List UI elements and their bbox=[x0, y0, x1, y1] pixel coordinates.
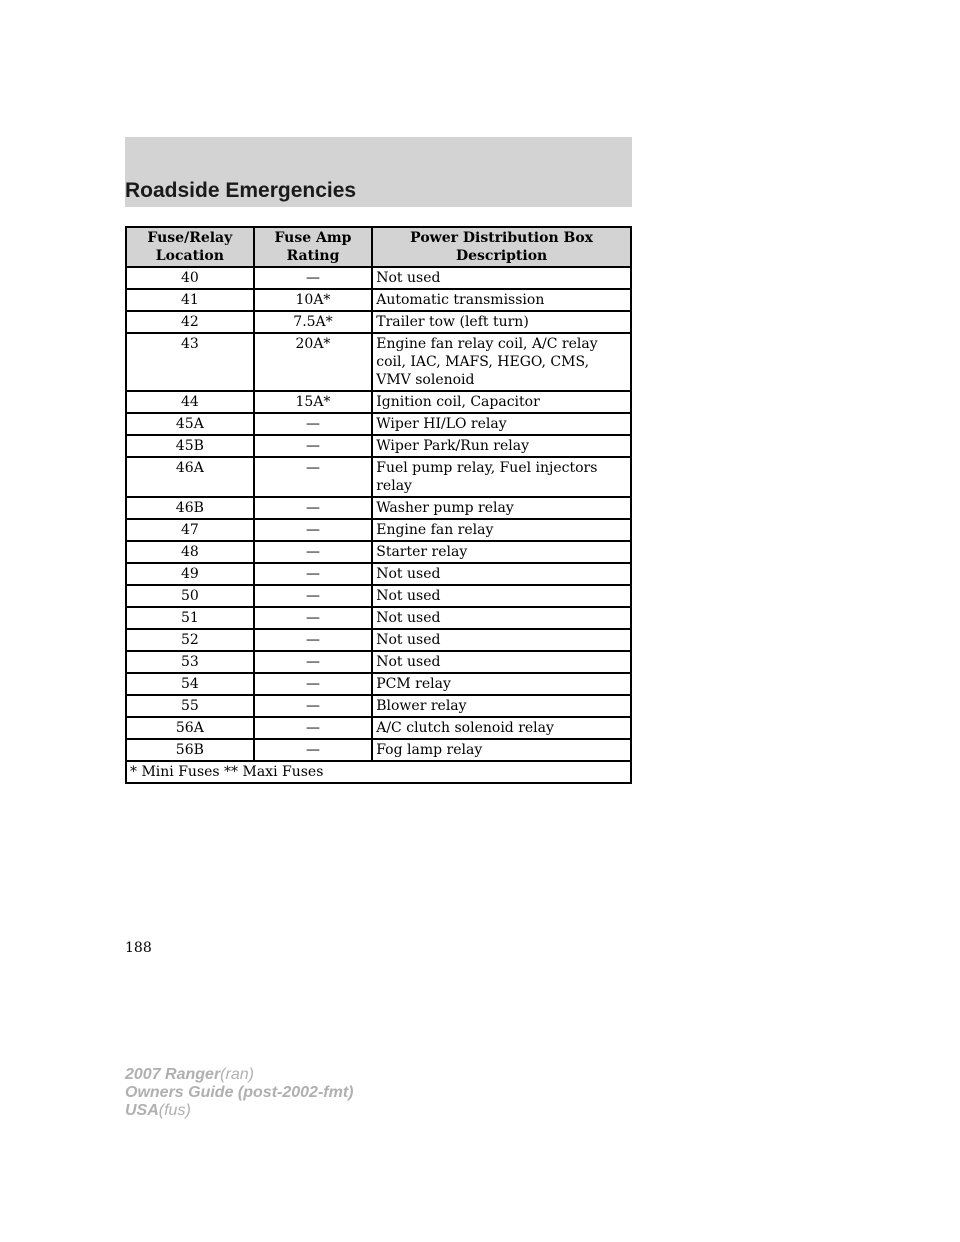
section-header-band bbox=[125, 137, 632, 207]
location-cell: 49 bbox=[126, 563, 254, 585]
column-header-line: Description bbox=[455, 248, 548, 264]
footer-vehicle-code: (ran) bbox=[220, 1066, 254, 1083]
location-cell: 45B bbox=[126, 435, 254, 457]
location-cell: 46A bbox=[126, 457, 254, 497]
location-cell: 52 bbox=[126, 629, 254, 651]
rating-cell: 15A* bbox=[254, 391, 373, 413]
column-header-line: Rating bbox=[286, 248, 340, 264]
rating-cell: — bbox=[254, 585, 373, 607]
location-cell: 44 bbox=[126, 391, 254, 413]
table-row bbox=[126, 391, 631, 413]
rating-cell: — bbox=[254, 673, 373, 695]
table-row bbox=[126, 585, 631, 607]
table-footnote: * Mini Fuses ** Maxi Fuses bbox=[126, 761, 631, 783]
footer-vehicle: 2007 Ranger bbox=[125, 1066, 221, 1083]
rating-cell: — bbox=[254, 267, 373, 289]
location-cell: 54 bbox=[126, 673, 254, 695]
description-cell: Wiper HI/LO relay bbox=[372, 413, 631, 435]
column-header-line: Location bbox=[155, 248, 224, 264]
footer-line bbox=[125, 1066, 353, 1084]
table-row bbox=[126, 607, 631, 629]
location-cell: 55 bbox=[126, 695, 254, 717]
description-cell: Not used bbox=[372, 267, 631, 289]
location-cell: 47 bbox=[126, 519, 254, 541]
rating-cell: — bbox=[254, 497, 373, 519]
rating-cell: — bbox=[254, 457, 373, 497]
rating-cell: — bbox=[254, 695, 373, 717]
table-row bbox=[126, 435, 631, 457]
location-cell: 48 bbox=[126, 541, 254, 563]
table-row bbox=[126, 651, 631, 673]
location-cell: 50 bbox=[126, 585, 254, 607]
table-row bbox=[126, 413, 631, 435]
location-cell: 46B bbox=[126, 497, 254, 519]
table-row bbox=[126, 541, 631, 563]
location-cell: 51 bbox=[126, 607, 254, 629]
description-cell: Wiper Park/Run relay bbox=[372, 435, 631, 457]
footer-guide: Owners Guide (post-2002-fmt) bbox=[125, 1084, 354, 1101]
description-cell: A/C clutch solenoid relay bbox=[372, 717, 631, 739]
description-cell: PCM relay bbox=[372, 673, 631, 695]
location-cell: 56B bbox=[126, 739, 254, 761]
table-row bbox=[126, 267, 631, 289]
table-row bbox=[126, 457, 631, 497]
column-header-location bbox=[126, 227, 254, 267]
rating-cell: — bbox=[254, 435, 373, 457]
page-number: 188 bbox=[125, 940, 152, 956]
location-cell: 40 bbox=[126, 267, 254, 289]
table-row bbox=[126, 563, 631, 585]
table-row bbox=[126, 497, 631, 519]
column-header-description bbox=[372, 227, 631, 267]
table-row bbox=[126, 629, 631, 651]
footer-line bbox=[125, 1084, 353, 1102]
rating-cell: — bbox=[254, 739, 373, 761]
description-cell: Engine fan relay bbox=[372, 519, 631, 541]
rating-cell: — bbox=[254, 651, 373, 673]
rating-cell: — bbox=[254, 413, 373, 435]
table-row bbox=[126, 311, 631, 333]
column-header-line: Fuse Amp bbox=[274, 230, 352, 246]
document-footer bbox=[125, 1066, 353, 1120]
rating-cell: — bbox=[254, 563, 373, 585]
description-cell: Washer pump relay bbox=[372, 497, 631, 519]
description-cell: Not used bbox=[372, 607, 631, 629]
column-header-line: Power Distribution Box bbox=[410, 230, 594, 246]
rating-cell: — bbox=[254, 541, 373, 563]
description-cell: Automatic transmission bbox=[372, 289, 631, 311]
description-cell: Starter relay bbox=[372, 541, 631, 563]
rating-cell: — bbox=[254, 629, 373, 651]
footnote-row bbox=[126, 761, 631, 783]
footer-market-code: (fus) bbox=[158, 1102, 191, 1119]
description-cell: Trailer tow (left turn) bbox=[372, 311, 631, 333]
rating-cell: 7.5A* bbox=[254, 311, 373, 333]
description-cell: Not used bbox=[372, 651, 631, 673]
description-cell: Ignition coil, Capacitor bbox=[372, 391, 631, 413]
rating-cell: — bbox=[254, 717, 373, 739]
table-row bbox=[126, 695, 631, 717]
description-cell: Engine fan relay coil, A/C relay coil, IAC, MAFS, HEGO, CMS, VMV solenoid bbox=[372, 333, 631, 391]
section-title: Roadside Emergencies bbox=[125, 179, 357, 202]
rating-cell: — bbox=[254, 519, 373, 541]
rating-cell: 10A* bbox=[254, 289, 373, 311]
description-cell: Not used bbox=[372, 563, 631, 585]
location-cell: 43 bbox=[126, 333, 254, 391]
location-cell: 45A bbox=[126, 413, 254, 435]
footer-market: USA bbox=[125, 1102, 159, 1119]
rating-cell: — bbox=[254, 607, 373, 629]
footer-line bbox=[125, 1102, 353, 1120]
table-row bbox=[126, 519, 631, 541]
rating-cell: 20A* bbox=[254, 333, 373, 391]
fuse-relay-table bbox=[125, 226, 632, 784]
location-cell: 41 bbox=[126, 289, 254, 311]
location-cell: 53 bbox=[126, 651, 254, 673]
column-header-rating bbox=[254, 227, 373, 267]
description-cell: Blower relay bbox=[372, 695, 631, 717]
table-row bbox=[126, 673, 631, 695]
table-row bbox=[126, 739, 631, 761]
column-header-line: Fuse/Relay bbox=[147, 230, 233, 246]
description-cell: Not used bbox=[372, 629, 631, 651]
location-cell: 56A bbox=[126, 717, 254, 739]
description-cell: Fog lamp relay bbox=[372, 739, 631, 761]
table-header-row bbox=[126, 227, 631, 267]
table-row bbox=[126, 717, 631, 739]
table-row bbox=[126, 289, 631, 311]
location-cell: 42 bbox=[126, 311, 254, 333]
table-row bbox=[126, 333, 631, 391]
description-cell: Not used bbox=[372, 585, 631, 607]
description-cell: Fuel pump relay, Fuel injectors relay bbox=[372, 457, 631, 497]
